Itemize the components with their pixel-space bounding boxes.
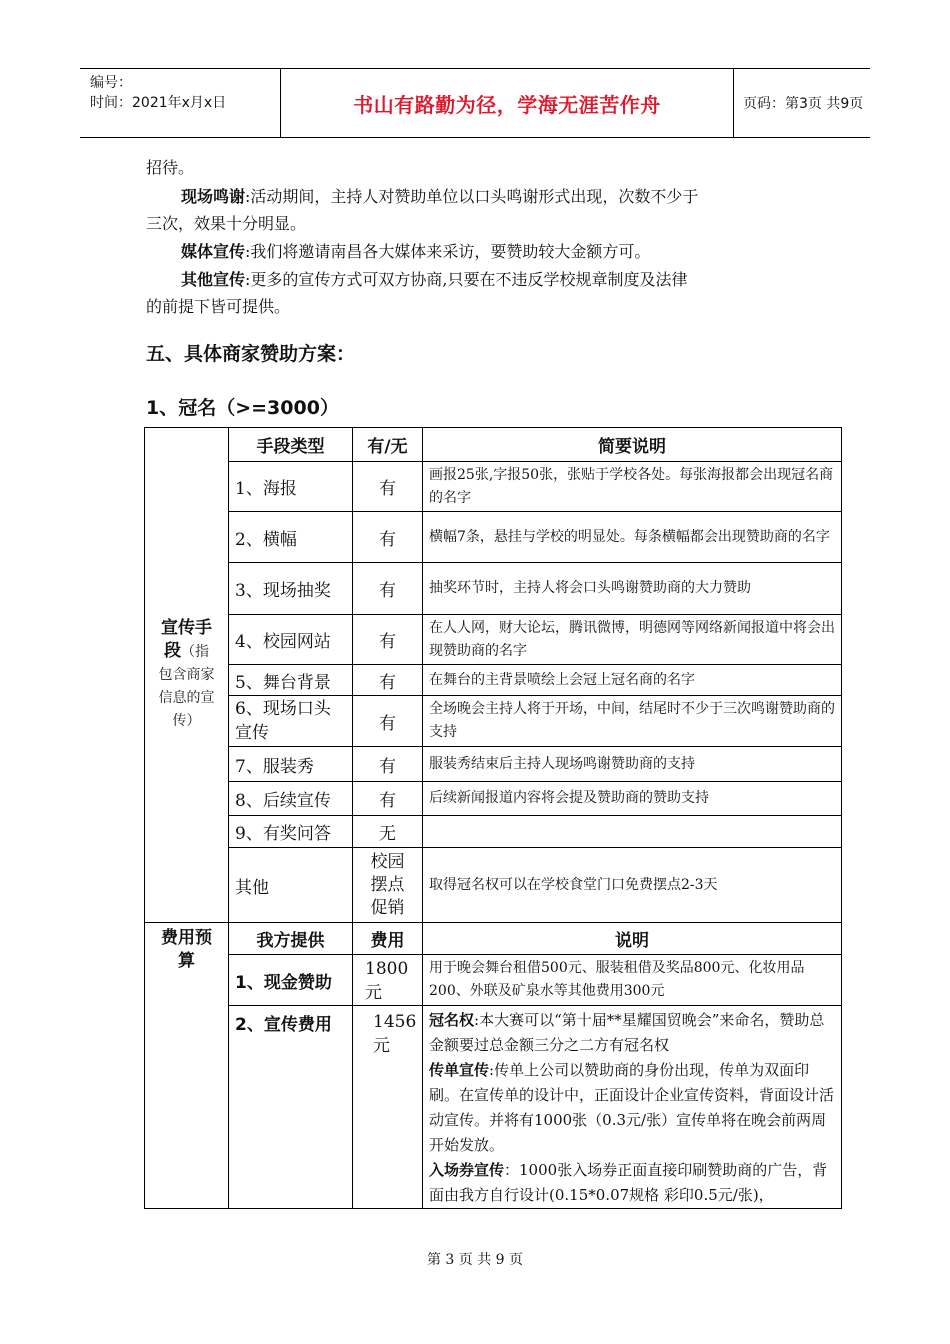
table-row bbox=[145, 563, 842, 615]
promo-side-cell bbox=[145, 428, 229, 923]
promo-desc: 取得冠名权可以在学校食堂门口免费摆点2-3天 bbox=[423, 848, 842, 923]
other-label: 其他宣传 bbox=[181, 270, 246, 289]
intro-paragraph-media bbox=[146, 242, 826, 262]
thanks-label: 现场鸣谢 bbox=[181, 187, 246, 206]
promo-type: 5、舞台背景 bbox=[229, 665, 353, 696]
col-header-desc: 简要说明 bbox=[423, 428, 842, 462]
budget-desc-promo bbox=[423, 1006, 842, 1209]
promo-type: 2、横幅 bbox=[229, 512, 353, 563]
budget-header-row bbox=[145, 923, 842, 955]
sponsorship-table bbox=[144, 427, 842, 1209]
promo-type: 其他 bbox=[229, 848, 353, 923]
intro-paragraph-other bbox=[146, 270, 826, 290]
table-row bbox=[145, 615, 842, 665]
table-row bbox=[145, 848, 842, 923]
other-text-2: 的前提下皆可提供。 bbox=[146, 297, 291, 316]
promo-side-note-3: 信息的宣 bbox=[158, 690, 215, 706]
table-row bbox=[145, 747, 842, 782]
naming-right-label: 冠名权 bbox=[429, 1011, 475, 1029]
promo-has: 有 bbox=[353, 512, 423, 563]
promo-type: 9、有奖问答 bbox=[229, 816, 353, 848]
page-header bbox=[80, 68, 870, 138]
promo-has: 有 bbox=[353, 696, 423, 747]
promo-type: 1、海报 bbox=[229, 462, 353, 512]
promo-desc bbox=[423, 816, 842, 848]
thanks-text-2: 三次，效果十分明显。 bbox=[146, 214, 307, 233]
promo-type: 4、校园网站 bbox=[229, 615, 353, 665]
section-title: 五、具体商家赞助方案： bbox=[146, 343, 356, 365]
promo-desc: 横幅7条，悬挂与学校的明显处。每条横幅都会出现赞助商的名字 bbox=[423, 512, 842, 563]
promo-has: 有 bbox=[353, 615, 423, 665]
header-motto: 书山有路勤为径，学海无涯苦作舟 bbox=[280, 69, 734, 137]
promo-desc: 在人人网，财大论坛，腾讯微博，明德网等网络新闻报道中将会出现赞助商的名字 bbox=[423, 615, 842, 665]
budget-item: 2、宣传费用 bbox=[229, 1006, 353, 1209]
col-header-type: 手段类型 bbox=[229, 428, 353, 462]
promo-side-note-1: （指 bbox=[181, 644, 209, 660]
promo-type: 3、现场抽奖 bbox=[229, 563, 353, 615]
promo-has: 有 bbox=[353, 747, 423, 782]
table-row bbox=[145, 816, 842, 848]
doc-date-label: 时间：2021年x月x日 bbox=[90, 95, 227, 111]
naming-right-text: :本大赛可以“第十届**星耀国贸晚会”来命名，赞助总金额要过总金额三分之二方有冠名权 bbox=[429, 1011, 825, 1054]
budget-desc: 用于晚会舞台租借500元、服装租借及奖品800元、化妆用品200、外联及矿泉水等其他费用300元 bbox=[423, 955, 842, 1006]
table-row bbox=[145, 955, 842, 1006]
budget-side-cell bbox=[145, 923, 229, 1209]
flyer-label: 传单宣传 bbox=[429, 1061, 490, 1079]
promo-desc: 服装秀结束后主持人现场鸣谢赞助商的支持 bbox=[423, 747, 842, 782]
budget-side-title-2: 算 bbox=[178, 951, 195, 971]
header-page-number: 页码：第3页 共9页 bbox=[743, 96, 864, 112]
ticket-text: ：1000张入场券正面直接印刷赞助商的广告，背面由我方自行设计(0.15*0.07规格 彩印0.5元/张)， bbox=[429, 1161, 828, 1204]
col-header-explain: 说明 bbox=[423, 923, 842, 955]
col-header-cost: 费用 bbox=[353, 923, 423, 955]
promo-has: 有 bbox=[353, 782, 423, 816]
budget-cost: 1456元 bbox=[353, 1006, 423, 1209]
col-header-has: 有/无 bbox=[353, 428, 423, 462]
intro-paragraph-thanks bbox=[146, 187, 826, 207]
media-text: :我们将邀请南昌各大媒体来采访，要赞助较大金额方可。 bbox=[245, 242, 651, 261]
promo-has: 有 bbox=[353, 563, 423, 615]
budget-cost: 1800元 bbox=[353, 955, 423, 1006]
page-footer: 第 3 页 共 9 页 bbox=[426, 1252, 524, 1268]
promo-type: 7、服装秀 bbox=[229, 747, 353, 782]
table-row bbox=[145, 462, 842, 512]
promo-side-note-4: 传） bbox=[172, 713, 201, 729]
promo-header-row bbox=[145, 428, 842, 462]
budget-item: 1、现金赞助 bbox=[229, 955, 353, 1006]
ticket-label: 入场券宣传 bbox=[429, 1161, 505, 1179]
header-meta bbox=[80, 69, 280, 137]
promo-has: 无 bbox=[353, 816, 423, 848]
promo-has: 有 bbox=[353, 665, 423, 696]
promo-type: 8、后续宣传 bbox=[229, 782, 353, 816]
promo-has: 校园摆点促销 bbox=[353, 848, 423, 923]
intro-line-0: 招待。 bbox=[146, 158, 195, 177]
other-text-1: :更多的宣传方式可双方协商,只要在不违反学校规章制度及法律 bbox=[245, 270, 688, 289]
promo-type: 6、现场口头宣传 bbox=[229, 696, 353, 747]
promo-desc: 在舞台的主背景喷绘上会冠上冠名商的名字 bbox=[423, 665, 842, 696]
promo-desc: 画报25张,字报50张，张贴于学校各处。每张海报都会出现冠名商的名字 bbox=[423, 462, 842, 512]
promo-desc: 全场晚会主持人将于开场，中间，结尾时不少于三次鸣谢赞助商的支持 bbox=[423, 696, 842, 747]
table-row bbox=[145, 512, 842, 563]
col-header-provide: 我方提供 bbox=[229, 923, 353, 955]
table-row bbox=[145, 1006, 842, 1209]
table-row bbox=[145, 665, 842, 696]
budget-side-title-1: 费用预 bbox=[161, 928, 212, 948]
promo-side-title-1: 宣传手 bbox=[161, 618, 212, 638]
flyer-text: :传单上公司以赞助商的身份出现，传单为双面印刷。在宣传单的设计中，正面设计企业宣传资料，背面设计活动宣传。并将有1000张（0.3元/张）宣传单将在晚会前两周开始发放。 bbox=[429, 1061, 835, 1154]
promo-side-title-2: 段 bbox=[164, 641, 181, 661]
promo-desc: 抽奖环节时，主持人将会口头鸣谢赞助商的大力赞助 bbox=[423, 563, 842, 615]
media-label: 媒体宣传 bbox=[181, 242, 246, 261]
doc-number-label: 编号： bbox=[90, 75, 132, 91]
table-row bbox=[145, 696, 842, 747]
promo-desc: 后续新闻报道内容将会提及赞助商的赞助支持 bbox=[423, 782, 842, 816]
subsection-title: 1、冠名（>=3000） bbox=[146, 397, 339, 419]
promo-has: 有 bbox=[353, 462, 423, 512]
thanks-text-1: :活动期间，主持人对赞助单位以口头鸣谢形式出现，次数不少于 bbox=[245, 187, 699, 206]
promo-side-note-2: 包含商家 bbox=[158, 667, 215, 683]
table-row bbox=[145, 782, 842, 816]
